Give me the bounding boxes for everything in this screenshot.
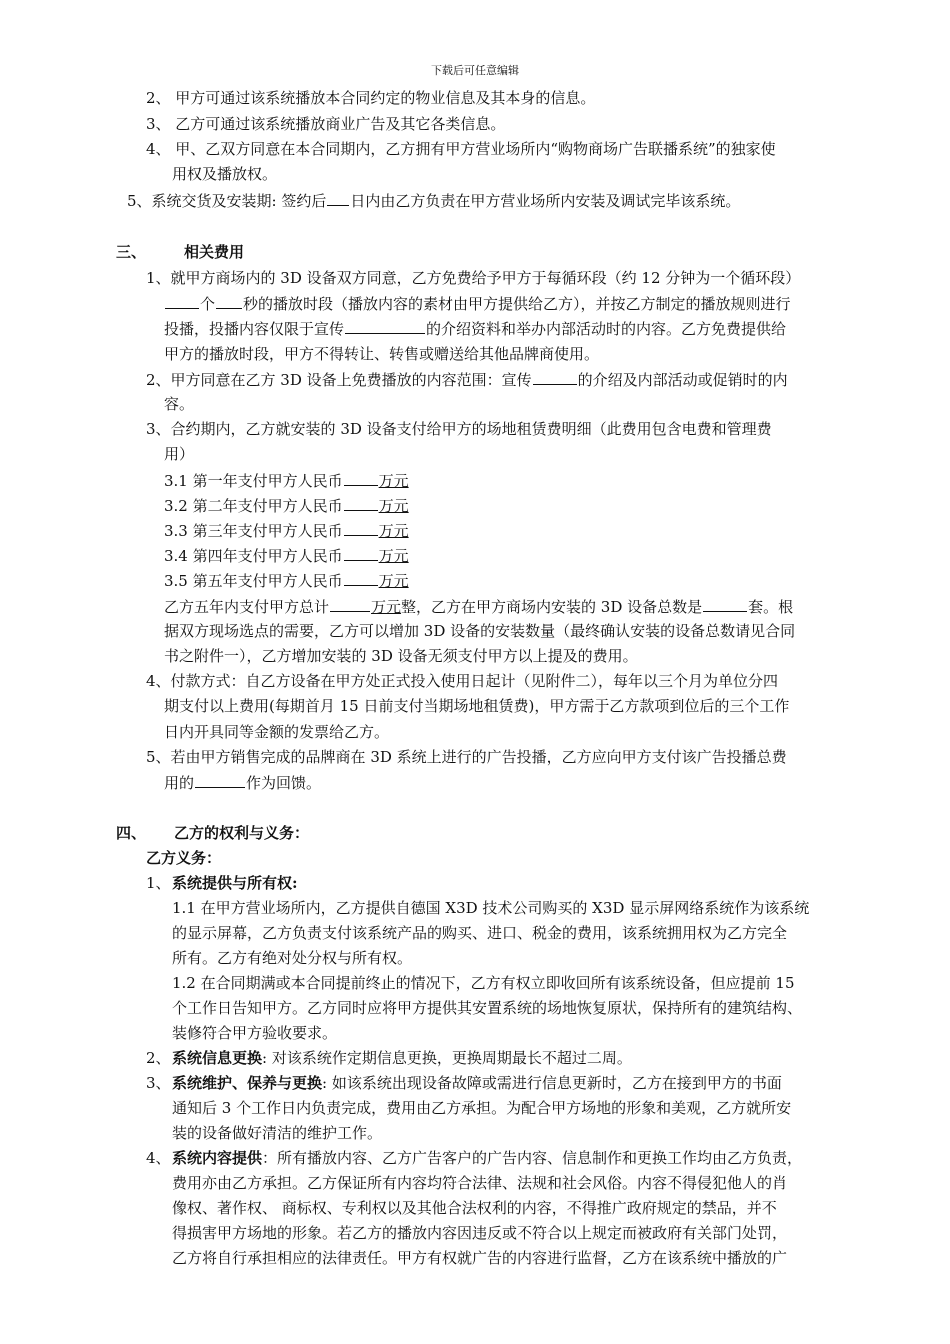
blank-field	[344, 568, 378, 586]
clause-3-4-line2: 期支付以上费用(每期首月 15 日前支付当期场地租赁费)，甲方需于乙方款项到位后的三个工作	[164, 697, 790, 715]
page-header: 下载后可任意编辑	[431, 64, 519, 77]
clause-2-4-line1: 4、 甲、乙双方同意在本合同期内，乙方拥有甲方营业场所内“购物商场广告联播系统”的独家使	[146, 140, 776, 158]
blank-field	[344, 543, 378, 561]
section-4-number: 四、	[116, 824, 147, 842]
blank-field	[195, 770, 245, 788]
clause-4-4-line3: 像权、著作权、 商标权、专利权以及其他合法权利的内容，不得推广政府规定的禁品，并不	[172, 1199, 777, 1217]
clause-4-1-number: 1、	[146, 874, 171, 892]
clause-4-2: 系统信息更换: 对该系统作定期信息更换，更换周期最长不超过二周。	[172, 1049, 632, 1067]
clause-4-3-line1: 系统维护、保养与更换: 如该系统出现设备故障或需进行信息更新时，乙方在接到甲方的书面	[172, 1074, 782, 1092]
clause-4-4-line2: 费用亦由乙方承担。乙方保证所有内容均符合法律、法规和社会风俗。内容不得侵犯他人的肖	[172, 1174, 788, 1192]
clause-4-1-2-line1: 1.2 在合同期满或本合同提前终止的情况下，乙方有权立即收回所有该系统设备，但应提前 15	[172, 974, 795, 992]
clause-3-1-line4: 甲方的播放时段，甲方不得转让、转售或赠送给其他品牌商使用。	[164, 345, 600, 363]
clause-4-1-1-line3: 所有。乙方有绝对处分权与所有权。	[172, 949, 413, 967]
clause-3-3-line1: 3、合约期内，乙方就安装的 3D 设备支付给甲方的场地租赁费明细（此费用包含电费和管理费	[146, 420, 772, 438]
clause-2-3: 3、 乙方可通过该系统播放商业广告及其它各类信息。	[146, 115, 506, 133]
clause-3-4-line1: 4、付款方式：自乙方设备在甲方处正式投入使用日起计（见附件二），每年以三个月为单位分四	[146, 672, 779, 690]
fee-year-4: 3.4 第四年支付甲方人民币 万元	[164, 543, 409, 569]
blank-field	[327, 188, 349, 206]
blank-field	[330, 594, 370, 612]
clause-3-2-line2: 容。	[164, 395, 195, 413]
clause-3-1-line1: 1、就甲方商场内的 3D 设备双方同意，乙方免费给予甲方于每循环段（约 12 分钟为一个循环段）	[146, 269, 801, 287]
total-fee-line2: 据双方现场选点的需要，乙方可以增加 3D 设备的安装数量（最终确认安装的设备总数请见合同	[164, 622, 796, 640]
clause-4-4-line5: 乙方将自行承担相应的法律责任。甲方有权就广告的内容进行监督，乙方在该系统中播放的广	[172, 1249, 788, 1267]
clause-4-3-line3: 装的设备做好清洁的维护工作。	[172, 1124, 383, 1142]
clause-3-2-line1: 2、甲方同意在乙方 3D 设备上免费播放的内容范围：宣传 的介绍及内部活动或促销时的内	[146, 367, 788, 393]
clause-4-4-line1: 系统内容提供：所有播放内容、乙方广告客户的广告内容、信息制作和更换工作均由乙方负责，	[172, 1149, 803, 1167]
clause-3-1-line2: 个 秒的播放时段（播放内容的素材由甲方提供给乙方），并按乙方制定的播放规则进行	[164, 291, 791, 317]
clause-3-3-line2: 用）	[164, 445, 195, 463]
clause-4-4-line4: 得损害甲方场地的形象。若乙方的播放内容因违反或不符合以上规定而被政府有关部门处罚，	[172, 1224, 788, 1242]
blank-field	[345, 316, 425, 334]
clause-4-1-2-line2: 个工作日告知甲方。乙方同时应将甲方提供其安置系统的场地恢复原状，保持所有的建筑结构、	[172, 999, 803, 1017]
total-fee-line3: 书之附件一），乙方增加安装的 3D 设备无须支付甲方以上提及的费用。	[164, 647, 638, 665]
clause-3-1-line3: 投播，投播内容仅限于宣传 的介绍资料和举办内部活动时的内容。乙方免费提供给	[164, 316, 786, 342]
fee-year-2: 3.2 第二年支付甲方人民币 万元	[164, 493, 409, 519]
clause-2-2: 2、 甲方可通过该系统播放本合同约定的物业信息及其本身的信息。	[146, 89, 596, 107]
clause-3-4-line3: 日内开具同等金额的发票给乙方。	[164, 723, 390, 741]
clause-2-5: 5、系统交货及安装期: 签约后 日内由乙方负责在甲方营业场所内安装及调试完毕该系统。	[127, 188, 740, 214]
section-4-title: 乙方的权利与义务：	[174, 824, 310, 842]
fee-year-1: 3.1 第一年支付甲方人民币 万元	[164, 468, 409, 494]
clause-2-4-line2: 用权及播放权。	[172, 165, 278, 183]
clause-3-5-line2: 用的 作为回馈。	[164, 770, 321, 796]
clause-4-2-number: 2、	[146, 1049, 171, 1067]
clause-4-1-2-line3: 装修符合甲方验收要求。	[172, 1024, 338, 1042]
clause-4-1-1-line1: 1.1 在甲方营业场所内，乙方提供自德国 X3D 技术公司购买的 X3D 显示屏网络系统作为该系统	[172, 899, 810, 917]
clause-3-5-line1: 5、若由甲方销售完成的品牌商在 3D 系统上进行的广告投播，乙方应向甲方支付该广告投播总费	[146, 748, 787, 766]
clause-4-1-1-line2: 的显示屏幕，乙方负责支付该系统产品的购买、进口、税金的费用，该系统拥用权为乙方完全	[172, 924, 788, 942]
clause-4-4-number: 4、	[146, 1149, 171, 1167]
section-3-number: 三、	[116, 243, 147, 261]
blank-field	[703, 594, 747, 612]
clause-4-3-number: 3、	[146, 1074, 171, 1092]
blank-field	[533, 367, 577, 385]
total-fee-line1: 乙方五年内支付甲方总计 万元整，乙方在甲方商场内安装的 3D 设备总数是 套。根	[164, 594, 793, 620]
blank-field	[344, 493, 378, 511]
section-3-title: 相关费用	[184, 243, 245, 261]
fee-year-3: 3.3 第三年支付甲方人民币 万元	[164, 518, 409, 544]
blank-field	[216, 291, 242, 309]
section-4-subtitle: 乙方义务：	[146, 849, 222, 867]
clause-4-1-title: 系统提供与所有权:	[172, 874, 298, 892]
fee-year-5: 3.5 第五年支付甲方人民币 万元	[164, 568, 409, 594]
blank-field	[165, 291, 199, 309]
blank-field	[344, 468, 378, 486]
clause-4-3-line2: 通知后 3 个工作日内负责完成，费用由乙方承担。为配合甲方场地的形象和美观，乙方就所安	[172, 1099, 792, 1117]
blank-field	[344, 518, 378, 536]
